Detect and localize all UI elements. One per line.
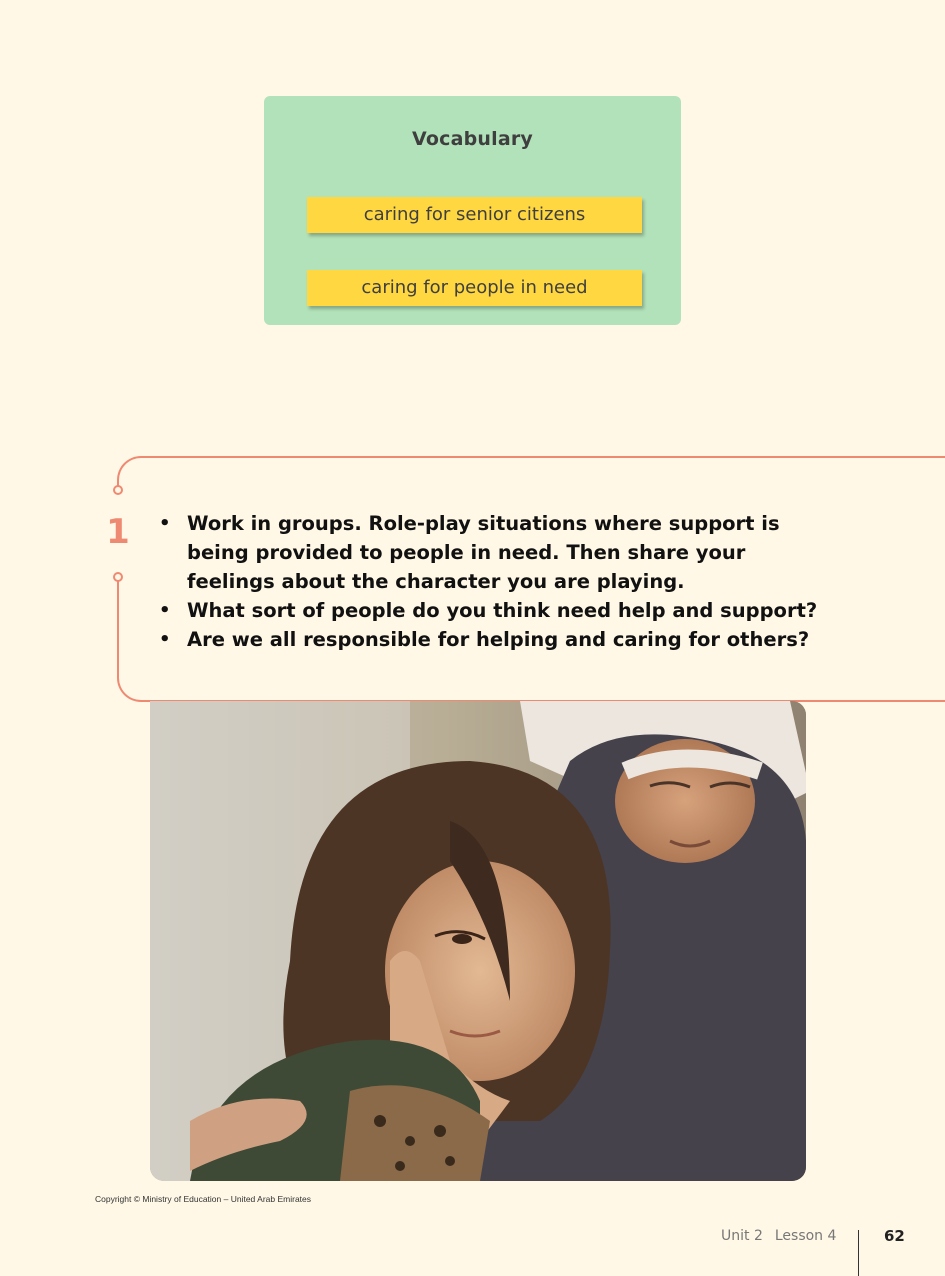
photo-woman-hugging-girl-icon: [150, 701, 806, 1181]
vocabulary-title: Vocabulary: [411, 128, 534, 150]
frame-dot-bottom: [113, 572, 123, 582]
page-number: 62: [884, 1227, 905, 1245]
footer-lesson: Lesson 4: [774, 1228, 837, 1244]
activity-item: [159, 509, 819, 596]
activity-item: [159, 625, 819, 654]
bullet: •: [159, 513, 171, 534]
footer-divider: [858, 1230, 859, 1276]
photo: [150, 701, 806, 1181]
footer-unit: Unit 2: [721, 1228, 763, 1244]
activity-number: 1: [106, 512, 130, 552]
bullet: •: [159, 629, 171, 650]
bullet: •: [159, 600, 171, 621]
activity-item-text: Are we all responsible for helping and caring for others?: [187, 628, 810, 651]
vocabulary-term: caring for people in need: [307, 270, 642, 306]
vocabulary-term: caring for senior citizens: [307, 197, 642, 233]
frame-dot-top: [113, 485, 123, 495]
footer-unit-lesson: [721, 1228, 836, 1244]
activity-item: [159, 596, 819, 625]
activity-list: [159, 509, 819, 654]
copyright-text: Copyright © Ministry of Education – United Arab Emirates: [95, 1194, 312, 1204]
activity-item-text: Work in groups. Role-play situations where support is being provided to people in need. Then share your feelings about the character you are playing.: [187, 512, 780, 593]
activity-item-text: What sort of people do you think need help and support?: [187, 599, 818, 622]
